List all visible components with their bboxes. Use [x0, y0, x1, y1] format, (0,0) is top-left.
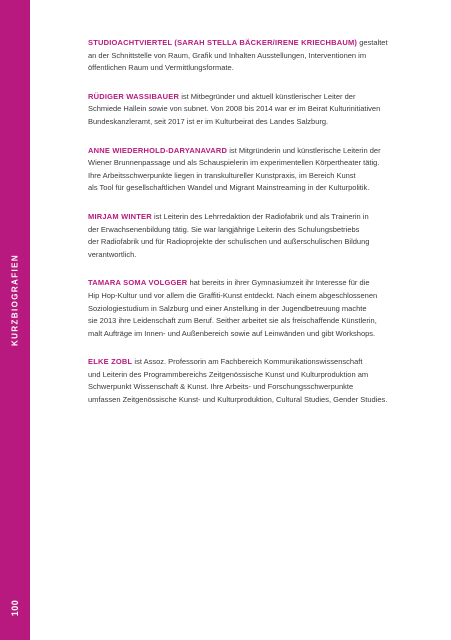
bio-text: Schwerpunkt Wissenschaft & Kunst. Ihre Arbeits- und Forschungsschwerpunkte	[88, 382, 354, 392]
bio-text: ist Assoz. Professorin am Fachbereich Kommunikationswissenschaft	[132, 357, 363, 367]
bio-name: ANNE WIEDERHOLD-DARYANAVARD	[88, 145, 228, 155]
bio-entry	[88, 91, 420, 129]
bio-first-line	[88, 277, 420, 290]
section-title: KURZBIOGRAFIEN	[10, 253, 20, 347]
bio-text: und Leiterin des Programmbereichs Zeitgenössische Kunst und Kulturproduktion am	[88, 369, 369, 379]
bio-name: TAMARA SOMA VOLGGER	[88, 278, 188, 288]
bio-name: RÜDIGER WASSIBAUER	[88, 91, 180, 101]
bio-text: der Erwachsenenbildung tätig. Sie war langjährige Leiterin des Schulungsbetriebs	[88, 224, 360, 234]
bio-entry	[88, 145, 420, 195]
bio-first-line	[88, 91, 420, 104]
sidebar-band	[0, 0, 30, 640]
bio-text: ist Leiterin des Lehrredaktion der Radiofabrik und als Trainerin in	[151, 211, 369, 221]
bio-entry	[88, 211, 420, 261]
bio-text: als Tool für gesellschaftlichen Wandel und Migrant Mainstreaming in der Kulturpolitik.	[88, 183, 370, 193]
bio-name: ELKE ZOBL	[88, 357, 133, 367]
bio-text: verantwortlich.	[88, 249, 137, 259]
bio-text: öffentlichen Raum und Vermittlungsformate.	[88, 63, 234, 73]
bio-text: Schmiede Hallein sowie von subnet. Von 2008 bis 2014 war er im Beirat Kulturinitiativen	[88, 104, 381, 114]
bio-entry	[88, 277, 420, 340]
bio-first-line	[88, 145, 420, 158]
bio-text: ist Mitbegründer und aktuell künstlerischer Leiter der	[179, 91, 356, 101]
bio-text: umfassen Zeitgenössische Kunst- und Kulturproduktion, Cultural Studies, Gender Studies.	[88, 395, 388, 405]
bio-list	[88, 37, 420, 423]
bio-text: gestaltet	[357, 38, 388, 47]
bio-entry	[88, 37, 420, 75]
bio-text: malt Aufträge im Innen- und Außenbereich sowie auf Leinwänden und gibt Workshops.	[88, 328, 376, 338]
bio-text: Soziologiestudium in Salzburg und einer Anstellung in der Jugendbetreuung machte	[88, 303, 367, 313]
bio-text: sie 2013 ihre Leidenschaft zum Beruf. Seither arbeitet sie als freischaffende Künstlerin,	[88, 316, 377, 326]
bio-text: Bundeskanzleramt, seit 2017 ist er im Kulturbeirat des Landes Salzburg.	[88, 116, 329, 126]
bio-name: MIRJAM WINTER	[88, 211, 152, 221]
bio-first-line	[88, 37, 420, 50]
bio-first-line	[88, 356, 420, 369]
bio-text: ist Mitgründerin und künstlerische Leiterin der	[227, 145, 381, 155]
bio-text: Ihre Arbeitsschwerpunkte liegen in transkultureller Kunstpraxis, im Bereich Kunst	[88, 170, 356, 180]
bio-entry	[88, 356, 420, 406]
bio-text: der Radiofabrik und für Radioprojekte der schulischen und außerschulischen Bildung	[88, 237, 370, 247]
bio-text: Wiener Brunnenpassage und als Schauspielerin im experimentellen Körpertheater tätig.	[88, 158, 380, 168]
page-number: 100	[10, 599, 20, 617]
bio-text: an der Schnittstelle von Raum, Grafik und Inhalten Ausstellungen, Interventionen im	[88, 50, 367, 60]
bio-text: Hip Hop-Kultur und vor allem die Graffiti-Kunst entdeckt. Nach einem abgeschlossenen	[88, 290, 378, 300]
bio-first-line	[88, 211, 420, 224]
bio-name: STUDIOACHTVIERTEL (SARAH STELLA BÄCKER/IRENE KRIECHBAUM)	[88, 38, 358, 47]
bio-text: hat bereits in ihrer Gymnasiumzeit ihr Interesse für die	[187, 278, 370, 288]
